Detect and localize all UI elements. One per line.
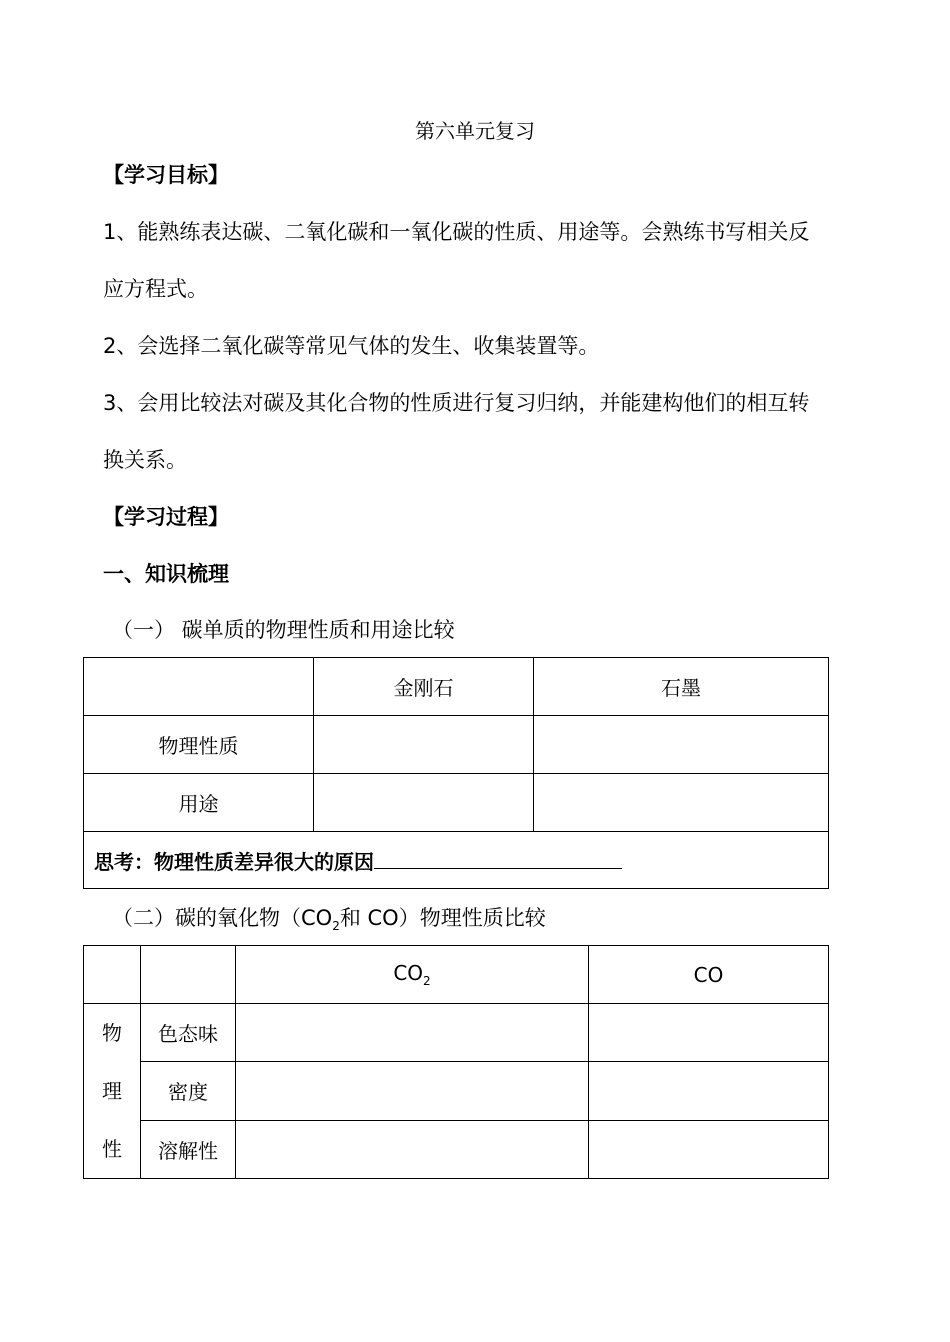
header-co2-text: CO <box>393 961 424 985</box>
cell-diamond-physical <box>314 716 534 774</box>
header-diamond: 金刚石 <box>314 658 534 716</box>
cell-diamond-uses <box>314 774 534 832</box>
objective-1-line-1: 1、能熟练表达碳、二氧化碳和一氧化碳的性质、用途等。会熟练书写相关反 <box>103 220 810 244</box>
cell-graphite-physical <box>534 716 829 774</box>
think-prompt: 思考：物理性质差异很大的原因 <box>94 849 374 874</box>
cell-graphite-uses <box>534 774 829 832</box>
row-label-solubility: 溶解性 <box>141 1120 236 1178</box>
answer-blank <box>374 846 622 869</box>
header-co: CO <box>589 946 829 1004</box>
objective-3-line-2: 换关系。 <box>103 448 187 472</box>
group-char-2: 理 <box>102 1079 122 1103</box>
objectives-heading: 【学习目标】 <box>103 163 229 187</box>
table2-corner-cell-1 <box>84 946 141 1004</box>
page-title: 第六单元复习 <box>415 119 535 143</box>
group-char-3: 性 <box>102 1137 122 1161</box>
objective-1-line-2: 应方程式。 <box>103 277 208 301</box>
row-label-density: 密度 <box>141 1062 236 1120</box>
sub-2-heading-prefix: （二）碳的氧化物（CO <box>112 906 333 930</box>
carbon-elements-table <box>83 657 829 889</box>
cell-co2-solubility <box>236 1120 589 1178</box>
sub-1-heading: （一） 碳单质的物理性质和用途比较 <box>112 618 455 642</box>
carbon-oxides-table <box>83 945 829 1179</box>
header-co2-subscript: 2 <box>423 974 431 988</box>
row-label-physical-properties: 物理性质 <box>84 716 314 774</box>
header-co2 <box>236 946 589 1004</box>
table2-corner-cell-2 <box>141 946 236 1004</box>
sub-2-heading-suffix: 和 CO）物理性质比较 <box>339 906 546 930</box>
section-1-heading: 一、知识梳理 <box>103 562 229 586</box>
cell-co2-color <box>236 1004 589 1062</box>
think-row <box>84 832 829 889</box>
objective-3-line-1: 3、会用比较法对碳及其化合物的性质进行复习归纳，并能建构他们的相互转 <box>103 391 810 415</box>
row-label-uses: 用途 <box>84 774 314 832</box>
objective-2: 2、会选择二氧化碳等常见气体的发生、收集装置等。 <box>103 334 600 358</box>
sub-2-heading-subscript: 2 <box>332 919 340 934</box>
cell-co2-density <box>236 1062 589 1120</box>
sub-2-heading <box>112 903 546 941</box>
group-label-physical <box>84 1004 141 1179</box>
table1-corner-cell <box>84 658 314 716</box>
row-label-color-state-odor: 色态味 <box>141 1004 236 1062</box>
group-char-1: 物 <box>102 1021 122 1045</box>
cell-co-density <box>589 1062 829 1120</box>
cell-co-color <box>589 1004 829 1062</box>
cell-co-solubility <box>589 1120 829 1178</box>
header-graphite: 石墨 <box>534 658 829 716</box>
process-heading: 【学习过程】 <box>103 505 229 529</box>
